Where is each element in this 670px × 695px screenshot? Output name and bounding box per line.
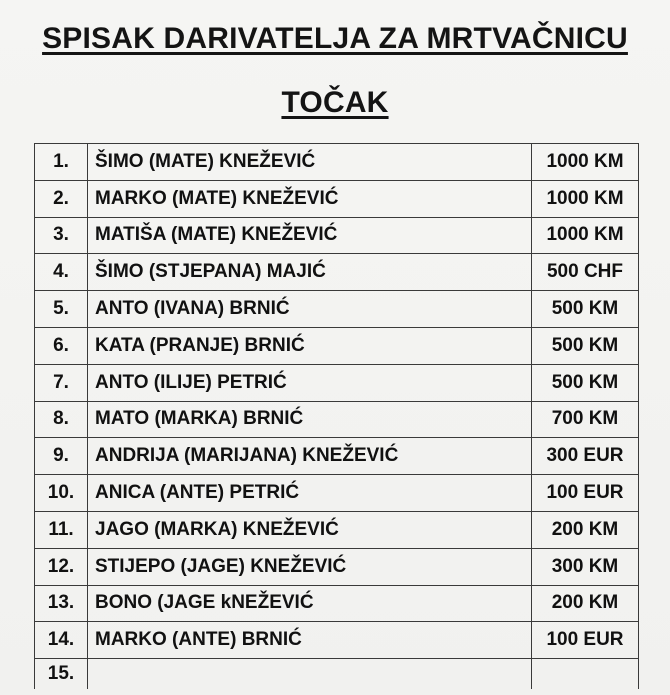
table-row — [35, 548, 639, 585]
table-row — [35, 511, 639, 548]
donation-amount: 100 EUR — [532, 475, 639, 512]
donor-name: MARKO (MATE) KNEŽEVIĆ — [88, 180, 532, 217]
table-row — [35, 144, 639, 181]
donor-name: MATO (MARKA) BRNIĆ — [88, 401, 532, 438]
donor-name: ANTO (IVANA) BRNIĆ — [88, 291, 532, 328]
document-title-text: SPISAK DARIVATELJA ZA MRTVAČNICU — [42, 22, 628, 55]
donation-amount: 300 EUR — [532, 438, 639, 475]
table-row — [35, 254, 639, 291]
donation-amount: 500 KM — [532, 327, 639, 364]
donation-amount — [532, 659, 639, 690]
table-row — [35, 364, 639, 401]
table-row — [35, 180, 639, 217]
row-number: 6. — [35, 327, 88, 364]
document-title — [0, 22, 670, 56]
donor-name: ANICA (ANTE) PETRIĆ — [88, 475, 532, 512]
document-subtitle — [0, 86, 670, 120]
donation-amount: 200 KM — [532, 585, 639, 622]
donor-name: ANDRIJA (MARIJANA) KNEŽEVIĆ — [88, 438, 532, 475]
row-number: 5. — [35, 291, 88, 328]
row-number: 1. — [35, 144, 88, 181]
donor-name — [88, 659, 532, 690]
table-row — [35, 401, 639, 438]
document-subtitle-text: TOČAK — [281, 86, 389, 119]
donor-name: KATA (PRANJE) BRNIĆ — [88, 327, 532, 364]
table-row — [35, 585, 639, 622]
donor-name: JAGO (MARKA) KNEŽEVIĆ — [88, 511, 532, 548]
donation-amount: 700 KM — [532, 401, 639, 438]
donor-name: MATIŠA (MATE) KNEŽEVIĆ — [88, 217, 532, 254]
table-row — [35, 327, 639, 364]
row-number: 4. — [35, 254, 88, 291]
row-number: 13. — [35, 585, 88, 622]
row-number: 15. — [35, 659, 88, 690]
donor-table-body — [35, 144, 639, 690]
donation-amount: 500 KM — [532, 364, 639, 401]
donation-amount: 200 KM — [532, 511, 639, 548]
donation-amount: 500 KM — [532, 291, 639, 328]
row-number: 3. — [35, 217, 88, 254]
donor-table — [34, 143, 639, 689]
donation-amount: 500 CHF — [532, 254, 639, 291]
table-row — [35, 622, 639, 659]
donor-name: ŠIMO (STJEPANA) MAJIĆ — [88, 254, 532, 291]
row-number: 14. — [35, 622, 88, 659]
donor-name: ŠIMO (MATE) KNEŽEVIĆ — [88, 144, 532, 181]
row-number: 11. — [35, 511, 88, 548]
donation-amount: 300 KM — [532, 548, 639, 585]
donation-amount: 1000 KM — [532, 217, 639, 254]
row-number: 7. — [35, 364, 88, 401]
table-row — [35, 659, 639, 690]
row-number: 10. — [35, 475, 88, 512]
row-number: 2. — [35, 180, 88, 217]
donor-name: STIJEPO (JAGE) KNEŽEVIĆ — [88, 548, 532, 585]
table-row — [35, 475, 639, 512]
donation-amount: 100 EUR — [532, 622, 639, 659]
donation-amount: 1000 KM — [532, 180, 639, 217]
row-number: 9. — [35, 438, 88, 475]
row-number: 8. — [35, 401, 88, 438]
donor-name: BONO (JAGE kNEŽEVIĆ — [88, 585, 532, 622]
table-row — [35, 291, 639, 328]
row-number: 12. — [35, 548, 88, 585]
table-row — [35, 217, 639, 254]
donor-name: ANTO (ILIJE) PETRIĆ — [88, 364, 532, 401]
table-row — [35, 438, 639, 475]
donor-name: MARKO (ANTE) BRNIĆ — [88, 622, 532, 659]
donation-amount: 1000 KM — [532, 144, 639, 181]
